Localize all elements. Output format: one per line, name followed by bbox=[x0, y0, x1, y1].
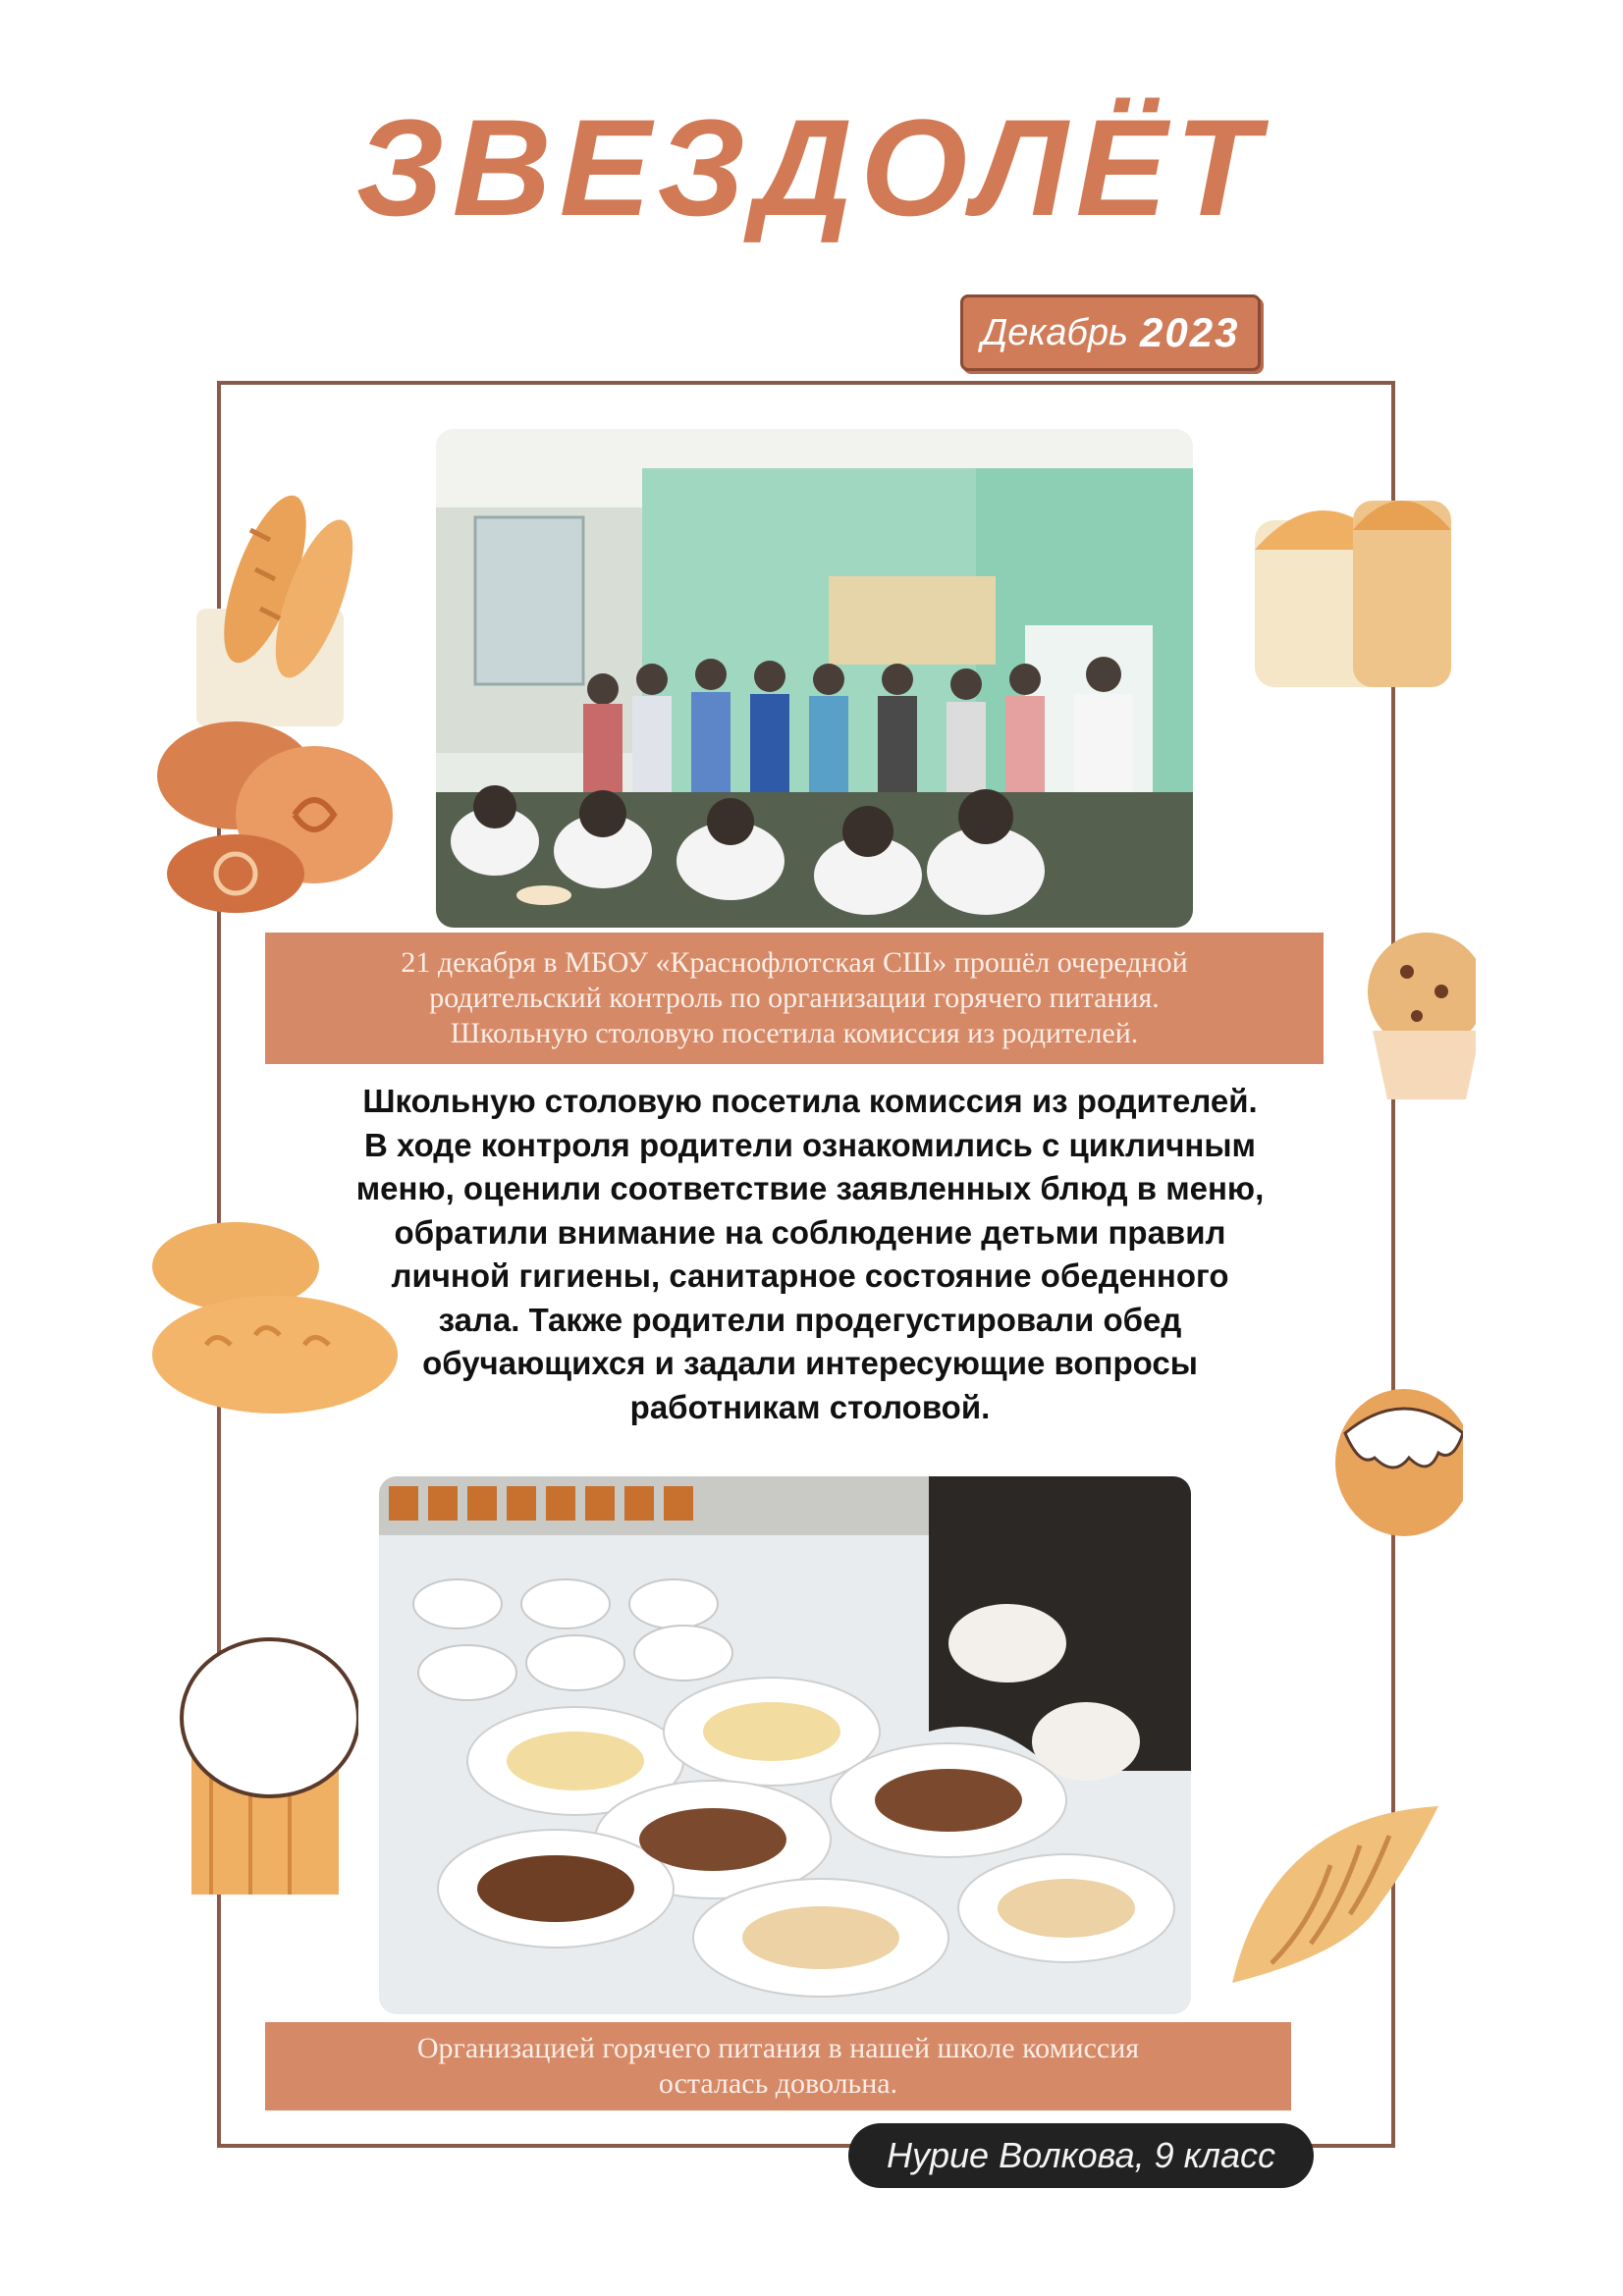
issue-year: 2023 bbox=[1140, 309, 1240, 355]
caption-line: 21 декабря в МБОУ «Краснофлотская СШ» прошёл очередной bbox=[401, 946, 1188, 979]
croissant-icon bbox=[1213, 1796, 1448, 2022]
bottom-photo-caption bbox=[265, 2022, 1291, 2110]
top-photo-caption bbox=[265, 933, 1324, 1064]
kulich-icon bbox=[152, 1629, 358, 1904]
issue-month: Декабрь bbox=[981, 311, 1129, 353]
muffin-icon bbox=[1358, 923, 1476, 1119]
glazed-bun-icon bbox=[1325, 1364, 1463, 1541]
bread-loaf-icon bbox=[1245, 461, 1451, 707]
lunch-plates-photo bbox=[379, 1476, 1191, 2014]
issue-date-badge bbox=[960, 294, 1261, 371]
article-line: В ходе контроля родители ознакомились с цикличным bbox=[364, 1126, 1256, 1163]
article-line: обратили внимание на соблюдение детьми правил bbox=[394, 1213, 1226, 1251]
author-signature: Нурие Волкова, 9 класс bbox=[848, 2123, 1314, 2188]
article-body bbox=[295, 1080, 1325, 1429]
caption-line: родительский контроль по организации горячего питания. bbox=[429, 982, 1160, 1014]
newspaper-title: ЗВЕЗДОЛЁТ bbox=[355, 90, 1268, 244]
canteen-photo bbox=[436, 429, 1193, 928]
article-line: зала. Также родители продегустировали обед bbox=[438, 1301, 1182, 1338]
caption-line: Школьную столовую посетила комиссия из родителей. bbox=[450, 1017, 1139, 1049]
article-line: работникам столовой. bbox=[629, 1388, 991, 1425]
pastry-pile-icon bbox=[147, 687, 403, 923]
article-line: меню, оценили соответствие заявленных блюд в меню, bbox=[355, 1170, 1265, 1206]
caption-line: Организацией горячего питания в нашей школе комиссия bbox=[416, 2032, 1140, 2064]
caption-line: осталась довольна. bbox=[658, 2067, 898, 2100]
article-line: обучающихся и задали интересующие вопросы bbox=[422, 1345, 1198, 1381]
article-line: личной гигиены, санитарное состояние обеденного bbox=[391, 1257, 1229, 1294]
article-line: Школьную столовую посетила комиссия из родителей. bbox=[362, 1083, 1258, 1119]
